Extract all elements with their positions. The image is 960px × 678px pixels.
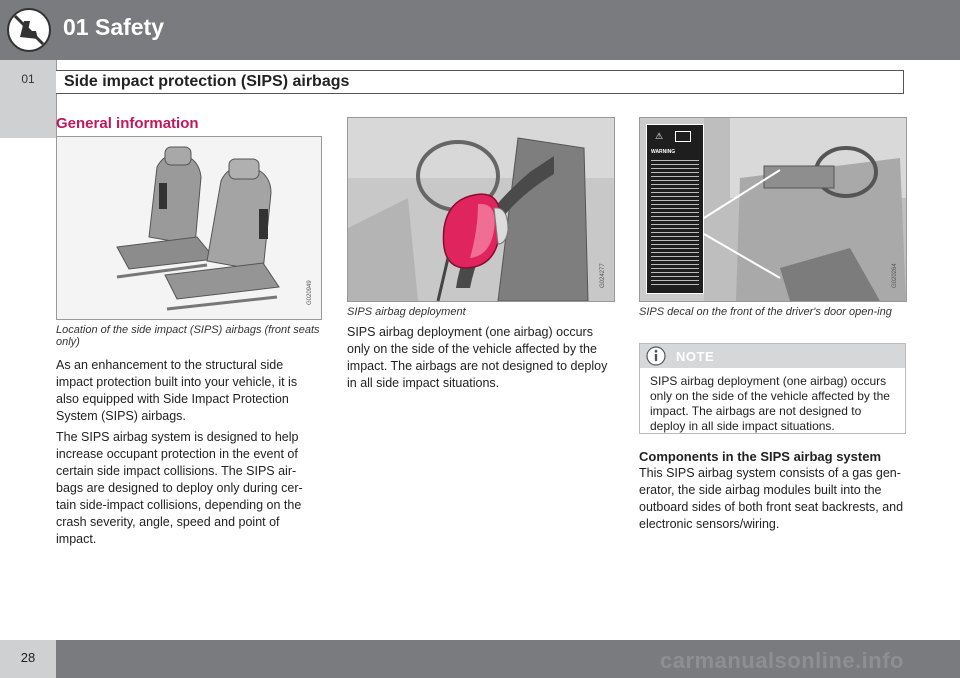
figure-caption-decal: SIPS decal on the front of the driver's door open-ing	[639, 306, 892, 318]
deployment-illustration	[348, 118, 614, 301]
info-icon	[646, 346, 666, 366]
components-heading: Components in the SIPS airbag system	[639, 449, 881, 464]
decal-fine-print	[651, 157, 699, 285]
chapter-tab-label: 01	[21, 72, 35, 86]
figure-caption-deployment: SIPS airbag deployment	[347, 306, 466, 318]
seats-figure	[56, 136, 322, 320]
note-text: SIPS airbag deployment (one airbag) occurs only on the side of the vehicle affected by the impact. The airbags are not designed to deploy in all side impact situations.	[650, 374, 890, 433]
chapter-title: 01 Safety	[63, 14, 165, 40]
deployment-figure	[347, 117, 615, 302]
figure-code: G024277	[600, 263, 606, 288]
paragraph-sips-system: The SIPS airbag system is designed to help increase occupant protection in the event of certain side impact collisions. The SIPS air-bags are designed to deploy only during cer-tain side-impact collisions, depending on the crash severity, angle, speed and point of impact.	[56, 430, 303, 546]
paragraph-components: This SIPS airbag system consists of a gas gen-erator, the side airbag modules built into the outboard sides of both front seat backrests, and electronic sensors/wiring.	[639, 466, 904, 531]
section-title-box	[56, 70, 904, 94]
sips-decal	[646, 124, 704, 294]
page-number: 28	[20, 650, 36, 665]
airbag-symbol-icon	[675, 131, 691, 142]
no-child-seat-icon	[6, 7, 52, 53]
paragraph-enhancement: As an enhancement to the structural side impact protection built into your vehicle, it is also equipped with Side Impact Protection System (SIPS) airbags.	[56, 358, 298, 423]
note-box	[639, 343, 906, 434]
figure-code: G020949	[307, 280, 313, 305]
note-label: NOTE	[676, 349, 715, 364]
watermark: carmanualsonline.info	[660, 648, 904, 673]
decal-figure	[639, 117, 907, 302]
decal-heading: WARNING	[651, 149, 676, 155]
general-information-heading: General information	[56, 115, 199, 132]
warning-triangle-icon: ⚠	[655, 131, 664, 141]
note-header	[640, 344, 905, 368]
section-title: Side impact protection (SIPS) airbags	[64, 73, 350, 90]
chapter-tab	[0, 60, 57, 138]
paragraph-deployment: SIPS airbag deployment (one airbag) occurs only on the side of the vehicle affected by the impact. The airbags are not designed to deploy in all side impact situations.	[347, 325, 608, 390]
figure-code: G020264	[892, 263, 898, 288]
figure-caption-seats: Location of the side impact (SIPS) airbags (front seats only)	[56, 324, 320, 348]
seats-illustration	[57, 137, 321, 319]
